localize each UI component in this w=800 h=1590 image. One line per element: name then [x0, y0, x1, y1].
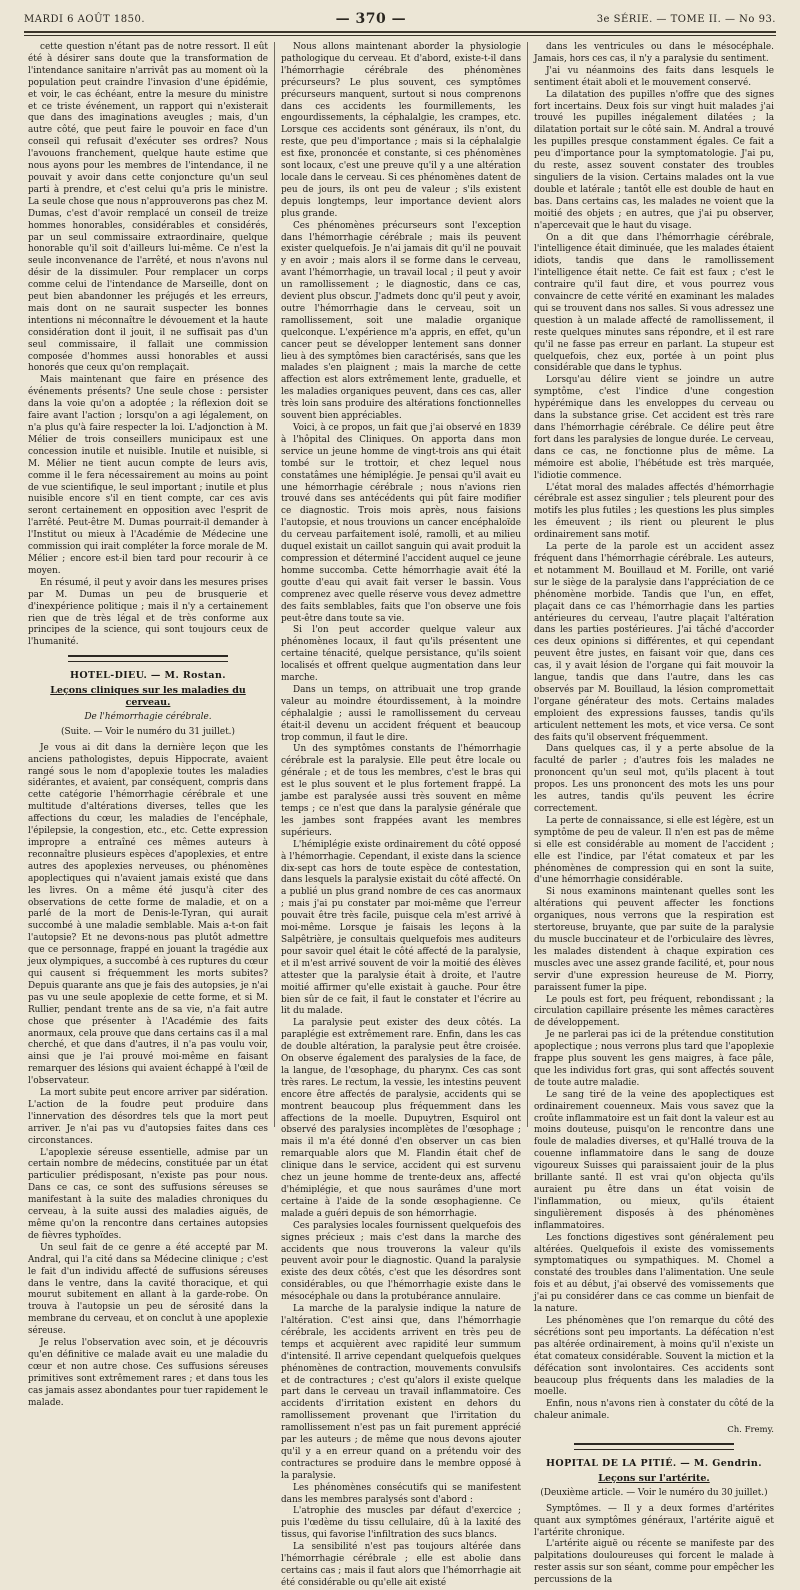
column-3	[534, 42, 774, 1586]
section-title: HOTEL-DIEU. — M. Rostan.	[69, 670, 226, 682]
column-divider	[274, 42, 275, 1127]
paragraph: Dans quelques cas, il y a perte absolue de la faculté de parler ; d'autres fois les malades ne prononcent qu'un seul mot, qu'ils placent à tout propos. Les uns prononcent des mots les uns pour les autres, tandis qu'ils peuvent les écrire correctement.	[534, 744, 774, 814]
paragraph: Je vous ai dit dans la dernière leçon que les anciens pathologistes, depuis Hippocrate, avaient rangé sous le nom d'apoplexie toutes les maladies sidérantes, et avaient, par conséquent, compris dans cette catégorie l'hémorrhagie cérébrale et une multitude d'altérations diverses, telles que les affections du cœur, les maladies de l'encéphale, l'épilepsie, la congestion, etc., etc. Cette expression impropre a entraîné ces mêmes auteurs à reconnaître plusieurs espèces d'apoplexies, et entre autres des apoplexies nerveuses, ou phénomènes apoplectiques qui n'avaient jamais existé que dans les livres. On a même été jusqu'à citer des observations de cette forme de maladie, et on a parlé de la mort de Denis-le-Tyran, qui aurait succombé à une maladie semblable. Mais a-t-on fait l'autopsie? Et ne devons-nous pas plutôt admettre que ce personnage, frappé en jouant la tragédie aux jeux olympiques, a succombé à ces ruptures du cœur qui causent si fréquemment les morts subites? Depuis quarante ans que je fais des autopsies, je n'ai pas vu une seule apoplexie de cette forme, et si M. Rullier, pendant trente ans de sa vie, n'a fait autre chose que présenter à l'Académie des faits anormaux, cela prouve que dans certains cas il a mal cherché, et que dans d'autres, il n'a pas voulu voir, ainsi que je l'ai prouvé moi-même en faisant remarquer des lésions qui avaient échappé à l'œil de l'observateur.	[28, 742, 268, 1087]
paragraph: Ces paralysies locales fournissent quelquefois des signes précieux ; mais c'est dans la marche des accidents que nous trouverons la valeur qu'ils peuvent avoir pour le diagnostic. Quand la paralysie existe des deux côtés, c'est que les désordres sont considérables, ou que l'hémorrhagie existe dans le mésocéphale ou dans la protubérance annulaire.	[281, 1220, 521, 1303]
header-rule-thin	[24, 35, 776, 36]
paragraph: La perte de la parole est un accident assez fréquent dans l'hémorrhagie cérébrale. Les auteurs, et notamment M. Bouillaud et M. Forille, ont varié sur le siège de la paralysie dans l'appréciation de ce phénomène morbide. Tandis que l'un, en effet, plaçait dans ce cas l'hémorrhagie dans les parties antérieures du cerveau, l'autre plaçait l'altération dans les parties postérieures. J'ai tâché d'accorder ces deux opinions si différentes, et qui cependant peuvent être justes, en faisant voir que, dans ces cas, il y avait lésion de l'organe qui fait mouvoir la langue, tandis que dans l'autre, dans les cas observés par M. Bouillaud, la lésion compromettait l'organe générateur des mots. Certains malades emploient des expressions fausses, tandis qu'ils articulent nettement les mots, et vice versa. Ce sont des faits qu'il observent fréquemment.	[534, 542, 774, 743]
section-separator	[68, 655, 228, 662]
paragraph: Les phénomènes que l'on remarque du côté des sécrétions sont peu importants. La défécation n'est pas altérée ordinairement, à moins qu'il n'existe un état comateux considérable. Souvent la miction et la défécation sont involontaires. Ces accidents sont beaucoup plus fréquents dans les maladies de la moelle.	[534, 1315, 774, 1398]
header-series: 3e SÉRIE. — TOME II. — No 93.	[596, 13, 776, 25]
paragraph: Les fonctions digestives sont généralement peu altérées. Quelquefois il existe des vomissements symptomatiques ou sympathiques. M. Chomel a constaté des troubles dans l'alimentation. Une seule fois et au début, j'ai observé des vomissements que j'ai pu considérer dans ce cas comme un bienfait de la nature.	[534, 1232, 774, 1315]
paragraph: La paralysie peut exister des deux côtés. La paraplégie est extrêmement rare. Enfin, dans les cas de double altération, la paralysie peut être croisée. On observe également des paralysies de la face, de la langue, de l'œsophage, du pharynx. Ces cas sont très rares. Le rectum, la vessie, les intestins peuvent encore être affectés de paralysie, accidents qui se montrent beaucoup plus fréquemment dans les affections de la moelle. Dupuytren, Esquirol ont observé des paralysies incomplètes de l'œsophage ; mais il m'a été donné d'en observer un cas bien remarquable alors que M. Flandin était chef de clinique dans le service, accident qui est survenu chez un jeune homme de trente-deux ans, affecté d'hémiplégie, et que nous saurâmes d'une mort certaine à l'aide de la sonde œsophagienne. Ce malade a guéri depuis de son hémorrhagie.	[281, 1018, 521, 1219]
page-number: — 370 —	[335, 11, 407, 27]
paragraph: Symptômes. — Il y a deux formes d'artérites quant aux symptômes généraux, l'artérite aiguë et l'artérite chronique.	[534, 1503, 774, 1538]
paragraph: Je ne parlerai pas ici de la prétendue constitution apoplectique ; nous verrons plus tard que l'apoplexie frappe plus souvent les gens maigres, à face pâle, que les individus fort gras, qui sont affectés souvent de toute autre maladie.	[534, 1030, 774, 1088]
paragraph: Si l'on peut accorder quelque valeur aux phénomènes locaux, il faut qu'ils présentent une certaine ténacité, quelque persistance, qu'ils soient localisés et offrent quelque augmentation dans leur marche.	[281, 625, 521, 684]
paragraph: Je relus l'observation avec soin, et je découvris qu'en définitive ce malade avait eu une maladie du cœur et non autre chose. Ces suffusions séreuses primitives sont extrêmement rares ; et dans tous les cas jamais assez abondantes pour tuer rapidement le malade.	[28, 1338, 268, 1408]
section-note: (Suite. — Voir le numéro du 31 juillet.)	[61, 726, 235, 737]
paragraph: L'apoplexie séreuse essentielle, admise par un certain nombre de médecins, constituée par un état particulier prédisposant, n'existe pas pour nous. Dans ce cas, ce sont des suffusions séreuses se manifestant à la suite des maladies chroniques du cerveau, à la suite aussi des maladies aiguës, de même qu'on la rencontre dans certaines autopsies de fièvres typhoïdes.	[28, 1147, 268, 1241]
paragraph: Le pouls est fort, peu fréquent, rebondissant ; la circulation capillaire présente les mêmes caractères de développement.	[534, 994, 774, 1029]
column-divider	[527, 42, 528, 1127]
section-title: HOPITAL DE LA PITIÉ. — M. Gendrin.	[546, 1458, 762, 1470]
paragraph: L'hémiplégie existe ordinairement du côté opposé à l'hémorrhagie. Cependant, il existe dans la science dix-sept cas hors de toute espèce de contestation, dans lesquels la paralysie existait du côté affecté. On a publié un plus grand nombre de ces cas anormaux ; mais j'ai pu constater par moi-même que l'erreur pouvait être très facile, puisque cela m'est arrivé à moi-même. Lorsque je faisais les leçons à la Salpêtrière, je consultais quelquefois mes auditeurs pour savoir quel était le côté affecté de la paralysie, et il m'est arrivé souvent de voir la moitié des élèves attester que la paralysie était à droite, et l'autre moitié affirmer qu'elle existait à gauche. Pour être bien sûr de ce fait, il faut le constater et l'écrire au lit du malade.	[281, 839, 521, 1017]
column-1	[28, 42, 268, 1408]
paragraph: L'artérite aiguë ou récente se manifeste par des palpitations douloureuses qui forcent le malade à rester assis sur son séant, comme pour empêcher les percussions de la	[534, 1539, 774, 1586]
paragraph: En résumé, il peut y avoir dans les mesures prises par M. Dumas un peu de brusquerie et d'inexpérience politique ; mais il n'y a certainement rien que de très légal et de très conforme aux principes de la science, qui sont toujours ceux de l'humanité.	[28, 577, 268, 648]
paragraph: dans les ventricules ou dans le mésocéphale. Jamais, hors ces cas, il n'y a paralysie du sentiment.	[534, 42, 774, 64]
paragraph: Un seul fait de ce genre a été accepté par M. Andral, qui l'a cité dans sa Médecine clinique ; c'est le fait d'un individu affecté de suffusions séreuses dans le ventre, dans la cavité thoracique, et qui mourut subitement en allant à la garde-robe. On trouva à l'autopsie un peu de sérosité dans la membrane du cerveau, et on conclut à une apoplexie séreuse.	[28, 1242, 268, 1337]
paragraph: J'ai vu néanmoins des faits dans lesquels le sentiment était aboli et le mouvement conservé.	[534, 65, 774, 88]
section-note: (Deuxième article. — Voir le numéro du 30 juillet.)	[540, 1487, 768, 1498]
paragraph: On a dit que dans l'hémorrhagie cérébrale, l'intelligence était diminuée, que les malades étaient idiots, tandis que dans le ramollissement l'intelligence était nette. Ce fait est faux ; c'est le contraire qu'il faut dire, et vous pourrez vous convaincre de cette vérité en examinant les malades qui se trouvent dans nos salles. Si vous adressez une question à un malade affecté de ramollissement, il reste quelques minutes sans répondre, et il est rare qu'il ne fasse pas erreur en parlant. La stupeur est quelquefois, chez eux, portée à un point plus considérable que dans le typhus.	[534, 232, 774, 374]
paragraph: Si nous examinons maintenant quelles sont les altérations qui peuvent affecter les fonctions organiques, nous verrons que la respiration est stertoreuse, bruyante, que par suite de la paralysie du muscle buccinateur et de l'orbiculaire des lèvres, les malades distendent à chaque expiration ces muscles avec une assez grande facilité, et, pour nous servir d'une expression heureuse de M. Piorry, paraissent fumer la pipe.	[534, 887, 774, 993]
paragraph: Voici, à ce propos, un fait que j'ai observé en 1839 à l'hôpital des Cliniques. On apporta dans mon service un jeune homme de vingt-trois ans qui était tombé sur le trottoir, et chez lequel nous constatâmes une hémiplégie. Je pensai qu'il avait eu une hémorrhagie cérébrale ; nous n'avions rien trouvé dans ses antécédents qui pût faire modifier ce diagnostic. Trois mois après, nous faisions l'autopsie, et nous trouvions un cancer encéphaloïde du cerveau parfaitement isolé, ramolli, et au milieu duquel existait un caillot sanguin qui avait produit la compression et déterminé l'accident auquel ce jeune homme succomba. Cette hémorrhagie avait été la goutte d'eau qui avait fait verser le bassin. Vous comprenez avec quelle réserve vous devez admettre des faits semblables, faits que l'on observe une fois peut-être dans toute sa vie.	[281, 423, 521, 624]
paragraph: Les phénomènes consécutifs qui se manifestent dans les membres paralysés sont d'abord :	[281, 1482, 521, 1505]
paragraph: Mais maintenant que faire en présence des événements présents? Une seule chose : persister dans la voie qu'on a adoptée ; la réflexion doit se faire avant l'action ; lorsqu'on a agi légalement, on n'a plus qu'à faire respecter la loi. L'adjonction à M. Mélier de trois conseillers municipaux est une concession inutile et nuisible. Inutile et nuisible, si M. Mélier ne tient aucun compte de leurs avis, comme il le fera nécessairement au moins au point de vue scientifique, le seul important ; inutile et plus nuisible encore s'il en tient compte, car ces avis seront certainement en opposition avec l'esprit de l'arrêté. Peut-être M. Dumas pourrait-il demander à l'Institut ou mieux à l'Académie de Médecine une commission qui irait compléter la force morale de M. Mélier ; encore est-il bien tard pour recourir à ce moyen.	[28, 375, 268, 576]
paragraph: Nous allons maintenant aborder la physiologie pathologique du cerveau. Et d'abord, existe-t-il dans l'hémorrhagie cérébrale des phénomènes précurseurs? Le plus souvent, ces symptômes précurseurs manquent, surtout si nous comprenons dans ces accidents les fourmillements, les engourdissements, la céphalalgie, les crampes, etc. Lorsque ces accidents sont généraux, ils n'ont, du reste, que peu d'importance ; mais si la céphalalgie est fixe, prononcée et constante, si ces phénomènes sont locaux, c'est une preuve qu'il y a une altération locale dans le cerveau. Si ces phénomènes datent de peu de jours, ils ont peu de valeur ; s'ils existent depuis longtemps, leur importance devient alors plus grande.	[281, 42, 521, 219]
author-signature: Ch. Fremy.	[727, 1425, 774, 1436]
page-header	[24, 8, 776, 30]
section-topic: De l'hémorrhagie cérébrale.	[84, 711, 212, 722]
section-subtitle: Leçons sur l'artérite.	[598, 1472, 710, 1484]
paragraph: La sensibilité n'est pas toujours altérée dans l'hémorrhagie cérébrale ; elle est abolie dans certains cas ; mais il faut alors que l'hémorrhagie ait été considérable ou qu'elle ait existé	[281, 1542, 521, 1588]
section-subtitle: Leçons cliniques sur les maladies du cerveau.	[50, 685, 246, 709]
paragraph: Un des symptômes constants de l'hémorrhagie cérébrale est la paralysie. Elle peut être locale ou générale ; et de tous les membres, c'est le bras qui est le plus souvent et le plus fortement frappé. La jambe est paralysée aussi très souvent en même temps ; ce n'est que dans la paralysie générale que les jambes sont frappées avant les membres supérieurs.	[281, 744, 521, 838]
paragraph: Ces phénomènes précurseurs sont l'exception dans l'hémorrhagie cérébrale ; mais ils peuvent exister quelquefois. Je n'ai jamais dit qu'il ne pouvait y en avoir ; mais alors il se forme dans le cerveau, avant l'hémorrhagie, un travail local ; il peut y avoir un ramollissement ; le diagnostic, dans ce cas, devient plus obscur. J'admets donc qu'il peut y avoir, outre l'hémorrhagie dans le cerveau, soit un ramollissement, soit une maladie organique quelconque. L'expérience m'a appris, en effet, qu'un cancer peut se développer lentement sans donner lieu à des symptômes bien caractérisés, sans que les malades s'en plaignent ; mais la marche de cette affection est alors extrêmement lente, graduelle, et les maladies organiques peuvent, dans ces cas, aller très loin sans produire des altérations fonctionnelles souvent bien appréciables.	[281, 220, 521, 422]
paragraph: Dans un temps, on attribuait une trop grande valeur au moindre étourdissement, à la moindre céphalalgie ; aussi le ramollissement du cerveau était-il devenu un accident fréquent et beaucoup trop commun, il faut le dire.	[281, 684, 521, 743]
paragraph: Le sang tiré de la veine des apoplectiques est ordinairement couenneux. Mais vous savez que la croûte inflammatoire est un fait dont la valeur est au moins douteuse, puisqu'on le rencontre dans une foule de maladies diverses, et qu'Hallé trouva de la couenne inflammatoire dans le sang de douze vigoureux Suisses qui paraissaient jouir de la plus brillante santé. Il est vrai qu'on objecta qu'ils auraient pu être dans un état voisin de l'inflammation, ou mieux, qu'ils étaient singulièrement disposés à des phénomènes inflammatoires.	[534, 1089, 774, 1231]
paragraph: cette question n'étant pas de notre ressort. Il eût été à désirer sans doute que la transformation de l'intendance sanitaire n'arrivât pas au moment où la population peut craindre l'invasion d'une épidémie, et voir, le cas échéant, entre la mesure du ministre et ce triste événement, un rapport qui n'existerait que dans des imaginations aveugles ; mais, d'un autre côté, que peut faire le pouvoir en face d'un conseil qui refusait d'exécuter ses ordres? Nous l'avouons franchement, quelque haute estime que nous ayons pour les membres de l'intendance, il ne pouvait y avoir dans cette conjoncture qu'un seul parti à prendre, et c'est celui qu'a pris le ministre. La seule chose que nous n'approuverons pas chez M. Dumas, c'est d'avoir remplacé un conseil de treize hommes honorables, considérables et considérés, par un seul commissaire extraordinaire, quelque honorable qu'il soit d'ailleurs lui-même. Ce n'est la seule inconvenance de l'arrêté, et nous n'avons nul désir de la dissimuler. Pour remplacer un corps comme celui de l'intendance de Marseille, dont on peut bien abandonner les préjugés et les erreurs, mais dont on ne saurait suspecter les bonnes intentions ni méconnaître le dévouement et la haute considération dont il jouit, il ne suffisait pas d'un seul commissaire, il fallait une commission composée d'hommes aussi honorables et aussi honorés que ceux qu'on remplaçait.	[28, 42, 268, 374]
paragraph: La dilatation des pupilles n'offre que des signes fort incertains. Deux fois sur vingt huit malades j'ai trouvé les pupilles inégalement dilatées ; la dilatation portait sur le côté sain. M. Andral a trouvé les pupilles presque constamment égales. Ce fait a peu d'importance pour la symptomatologie. J'ai pu, du reste, assez souvent constater des troubles singuliers de la vision. Certains malades ont la vue double et latérale ; tantôt elle est double de haut en bas. Dans certains cas, les malades ne voient que la moitié des objets ; en autres, que j'ai pu observer, n'apercevait que le haut du visage.	[534, 89, 774, 231]
header-rule	[24, 31, 776, 33]
paragraph: La mort subite peut encore arriver par sidération. L'action de la foudre peut produire dans l'innervation des désordres tels que la mort peut arriver. Je n'ai pas vu d'autopsies faites dans ces circonstances.	[28, 1088, 268, 1146]
paragraph: L'état moral des malades affectés d'hémorrhagie cérébrale est assez singulier ; tels pleurent pour des motifs les plus futiles ; les questions les plus simples les émeuvent ; ils rient ou pleurent le plus ordinairement sans motif.	[534, 482, 774, 541]
paragraph: La perte de connaissance, si elle est légère, est un symptôme de peu de valeur. Il n'en est pas de même si elle est considérable au moment de l'accident ; elle est l'indice, par l'état comateux et par les phénomènes de compression qui en sont la suite, d'une hémorrhagie considérable.	[534, 815, 774, 886]
paragraph: L'atrophie des muscles par défaut d'exercice ; puis l'œdème du tissu cellulaire, dû à la laxité des tissus, qui favorise l'infiltration des sucs blancs.	[281, 1506, 521, 1541]
paragraph: La marche de la paralysie indique la nature de l'altération. C'est ainsi que, dans l'hémorrhagie cérébrale, les accidents arrivent en très peu de temps et acquièrent avec rapidité leur summum d'intensité. Il arrive cependant quelquefois quelques phénomènes de contraction, mouvements convulsifs et de contractures ; c'est qu'alors il existe quelque part dans le cerveau un travail inflammatoire. Ces accidents d'irritation existent en dehors du ramollissement provenant que l'irritation du ramollissement n'est pas un fait purement apprécié par les auteurs ; de même que nous devons ajouter qu'il y a en erreur quand on a prétendu voir des contractures se produire dans le membre opposé à la paralysie.	[281, 1304, 521, 1481]
header-date: MARDI 6 AOÛT 1850.	[24, 13, 146, 25]
paragraph: Enfin, nous n'avons rien à constater du côté de la chaleur animale.	[534, 1399, 774, 1422]
paragraph: Lorsqu'au délire vient se joindre un autre symptôme, c'est l'indice d'une congestion hypérémique dans les enveloppes du cerveau ou dans la substance grise. Cet accident est très rare dans l'hémorrhagie cérébrale. Ce délire peut être fort dans les paralysies de longue durée. Le cerveau, dans ce cas, ne fonctionne plus de même. La mémoire est abolie, l'hébétude est très marquée, l'idiotie commence.	[534, 375, 774, 481]
column-2	[281, 42, 521, 1588]
section-separator	[574, 1443, 734, 1450]
